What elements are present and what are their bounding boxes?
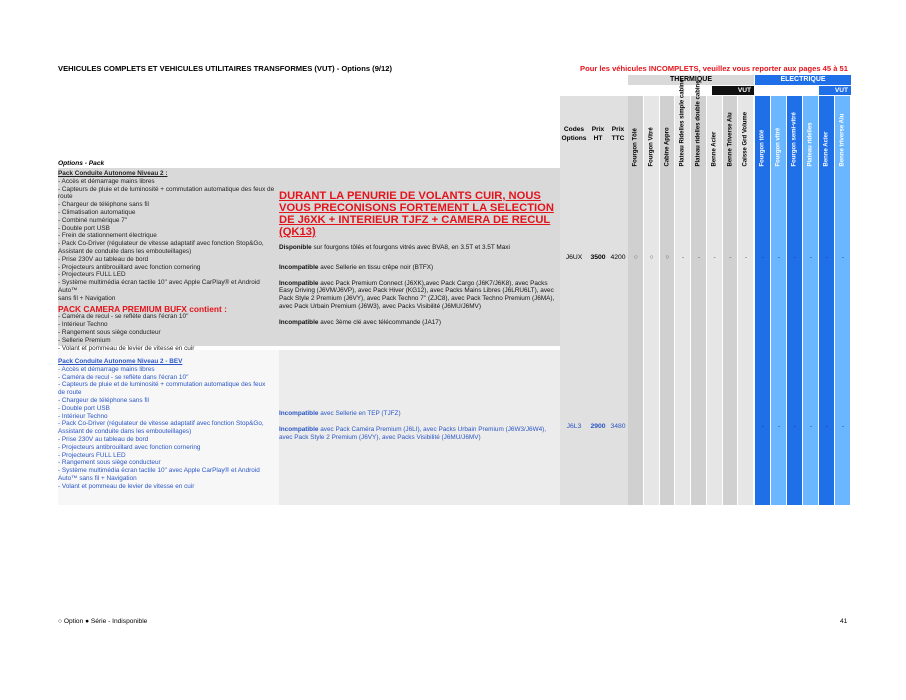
section-label: Options - Pack: [58, 160, 105, 167]
prix-ht-header: Prix HT: [591, 126, 605, 142]
vut-electrique-header: VUT: [819, 86, 851, 95]
availability-mark: ○: [633, 254, 638, 261]
description-line: - Accès et démarrage mains libres: [58, 177, 155, 185]
vut-thermique-header: VUT: [712, 86, 754, 95]
electrique-header: ELECTRIQUE: [755, 75, 851, 85]
description-line: - Pack Co-Driver (régulateur de vitesse adaptatif avec fonction Stop&Go,: [58, 420, 264, 428]
description-line: - Chargeur de téléphone sans fil: [58, 396, 149, 404]
incomplete-vehicles-note: Pour les véhicules INCOMPLETS, veuillez vous reporter aux pages 45 à 51: [580, 64, 848, 73]
description-line: - Volant et pommeau de levier de vitesse en cuir: [58, 344, 195, 352]
description-line: - Système multimédia écran tactile 10'' avec Apple CarPlay® et Android Auto™: [58, 279, 260, 294]
row2-description: [58, 358, 278, 491]
row1-prix-ttc: 4200: [610, 254, 626, 261]
column-header-label: Plateau ridelles double cabine: [695, 79, 702, 166]
page-number: 41: [840, 618, 848, 625]
availability-mark: -: [825, 254, 829, 261]
availability-mark: -: [777, 423, 781, 430]
description-line: - Caméra de recul - se reflète dans l'écran 10'': [58, 373, 189, 381]
availability-mark: -: [841, 423, 845, 430]
description-line: - Frein de stationnement électrique: [58, 232, 157, 240]
availability-mark: -: [729, 254, 732, 261]
column-header-label: Cabine Appro: [664, 126, 670, 166]
column-header-vertical: [755, 96, 771, 166]
description-line: route: [58, 193, 73, 201]
description-line: - Climatisation automatique: [58, 208, 136, 216]
availability-mark: -: [841, 254, 845, 261]
column-header-label: Caisse Grd Volume: [742, 111, 749, 166]
column-header-label: Fourgon vitré: [775, 127, 782, 166]
codes-options-header: Codes Options: [561, 126, 587, 142]
column-header-vertical: [628, 96, 644, 166]
row2-code: J6L3: [566, 423, 582, 430]
column-header-label: Benne Acier: [823, 131, 830, 166]
row1-notes: DURANT LA PENURIE DE VOLANTS CUIR, NOUS VOUS PRECONISONS FORTEMENT LA SELECTION DE J6XK + INTERIEUR TJFZ + CAMERA DE RECUL (QK13) Disponible sur fourgons tôlés et fourgons vitrés avec BVA8, en 3.5T et 3.5T Maxi Incompatible avec Sellerie en tissu crêpe noir (BTFX) Incompatible avec Pack Premium Connect (J6XK),avec Pack Cargo (J6K7/J6K8), avec Packs Easy Driving (J6VM/J6VP), avec Pack Hiver (KG12), avec Packs Mains Libres (J6LRU6LT), avec Pack Style 2 Premium (J6VY), avec Pack Techno 7'' (ZJC8), avec Pack Techno Premium (J6MA), avec Pack Urbain Premium (J6W3), avec Packs Visibilité (J6MU/J6MV) Incompatible avec 3ème clé avec télécommande (JA17): [279, 190, 555, 326]
description-line: - Accès et démarrage mains libres: [58, 365, 155, 373]
row1-camera-pack-title: PACK CAMERA PREMIUM BUFX contient :: [58, 303, 227, 314]
column-header-vertical: [738, 96, 754, 166]
description-line: - Capteurs de pluie et de luminosité + commutation automatique des feux de: [58, 185, 275, 193]
availability-mark: -: [825, 423, 829, 430]
availability-mark: -: [809, 423, 813, 430]
column-header-vertical: [660, 96, 676, 166]
availability-mark: ○: [665, 254, 670, 261]
availability-mark: -: [713, 254, 716, 261]
description-line: - Combiné numérique 7'': [58, 216, 128, 224]
row1-pack-title: Pack Conduite Autonome Niveau 2 :: [58, 170, 168, 177]
description-line: - Système multimédia écran tactile 10'' avec Apple CarPlay® et Android: [58, 467, 260, 475]
description-line: - Capteurs de pluie et de luminosité + commutation automatique des feux: [58, 381, 266, 389]
availability-mark: ○: [649, 254, 654, 261]
description-line: Assistant de conduite dans les embouteillages): [58, 428, 192, 436]
description-line: - Pack Co-Driver (régulateur de vitesse adaptatif avec fonction Stop&Go,: [58, 240, 264, 248]
row2-prix-ttc: 3480: [610, 423, 626, 430]
column-header-label: Fourgon semi-vitré: [791, 111, 798, 166]
row1-prix-ht: 3500: [590, 254, 606, 261]
column-header-label: Benne Acier: [711, 131, 718, 166]
thermique-header: THERMIQUE: [628, 75, 754, 85]
availability-mark: -: [761, 254, 765, 261]
description-line: - Rangement sous siège conducteur: [58, 459, 161, 467]
legend: ○ Option ● Série - Indisponible: [58, 618, 148, 625]
column-header-label: Plateau ridelles: [807, 121, 814, 166]
description-line: - Volant et pommeau de levier de vitesse en cuir: [58, 482, 195, 490]
column-header-vertical: [803, 96, 819, 166]
column-header-label: Fourgon tôlé: [759, 129, 766, 166]
column-header-label: Plateau Ridelles simple cabine: [679, 78, 686, 166]
availability-mark: -: [745, 254, 748, 261]
availability-mark: -: [777, 254, 781, 261]
description-line: - Caméra de recul - se reflète dans l'écran 10'': [58, 313, 189, 321]
description-line: - Sellerie Premium: [58, 336, 111, 344]
column-header-vertical: [787, 96, 803, 166]
row1-description: [58, 170, 278, 352]
description-line: - Projecteurs antibrouillard avec fonction cornering: [58, 263, 201, 271]
prix-ttc-header: Prix TTC: [611, 126, 625, 142]
description-line: - Projecteurs FULL LED: [58, 271, 126, 279]
description-line: - Prise 230V au tableau de bord: [58, 435, 149, 443]
column-header-vertical: [835, 96, 851, 166]
description-line: - Projecteurs FULL LED: [58, 451, 126, 459]
column-header-vertical: [691, 79, 707, 166]
description-line: sans fil + Navigation: [58, 294, 116, 302]
column-header-vertical: [819, 96, 835, 166]
row2-pack-title: Pack Conduite Autonome Niveau 2 - BEV: [58, 358, 183, 365]
codes-column-band: [560, 96, 628, 505]
description-line: - Double port USB: [58, 224, 110, 232]
description-line: - Intérieur Techno: [58, 321, 108, 329]
row1-code: J6UX: [565, 254, 583, 261]
description-line: - Double port USB: [58, 404, 110, 412]
availability-mark: -: [761, 423, 765, 430]
description-line: Assistant de conduite dans les embouteillages): [58, 247, 192, 255]
column-header-label: Benne triverse Alu: [839, 113, 846, 166]
description-line: Auto™ sans fil + Navigation: [58, 474, 137, 482]
column-header-label: Fourgon Tôlé: [632, 127, 639, 166]
column-header-label: Benne Triverse Alu: [727, 111, 733, 166]
column-header-vertical: [771, 96, 787, 166]
description-line: - Rangement sous siège conducteur: [58, 328, 161, 336]
description-line: - Chargeur de téléphone sans fil: [58, 201, 149, 209]
column-header-vertical: [707, 96, 723, 166]
description-line: - Projecteurs antibrouillard avec fonction cornering: [58, 443, 201, 451]
column-header-vertical: [723, 96, 739, 166]
column-header-vertical: [675, 78, 691, 166]
availability-mark: -: [793, 423, 797, 430]
page-title: VEHICULES COMPLETS ET VEHICULES UTILITAIRES TRANSFORMES (VUT) - Options (9/12): [58, 64, 392, 73]
description-line: de route: [58, 389, 82, 397]
row2-prix-ht: 2900: [590, 423, 606, 430]
description-line: - Intérieur Techno: [58, 412, 108, 420]
availability-mark: -: [809, 254, 813, 261]
row1-shortage-warning: DURANT LA PENURIE DE VOLANTS CUIR, NOUS VOUS PRECONISONS FORTEMENT LA SELECTION DE J6XK + INTERIEUR TJFZ + CAMERA DE RECUL (QK13): [279, 190, 554, 238]
description-line: - Prise 230V au tableau de bord: [58, 255, 149, 263]
availability-mark: -: [682, 254, 685, 261]
availability-mark: -: [793, 254, 797, 261]
availability-mark: -: [697, 254, 700, 261]
column-header-label: Fourgon Vitré: [648, 126, 655, 166]
column-header-vertical: [644, 96, 660, 166]
row2-notes: Incompatible avec Sellerie en TEP (TJFZ) Incompatible avec Pack Caméra Premium (J6LI), avec Packs Urbain Premium (J6W3/J6W4), avec Pack Style 2 Premium (J6VY), avec Packs Visibilité (J6MU/J6MV): [279, 410, 547, 441]
